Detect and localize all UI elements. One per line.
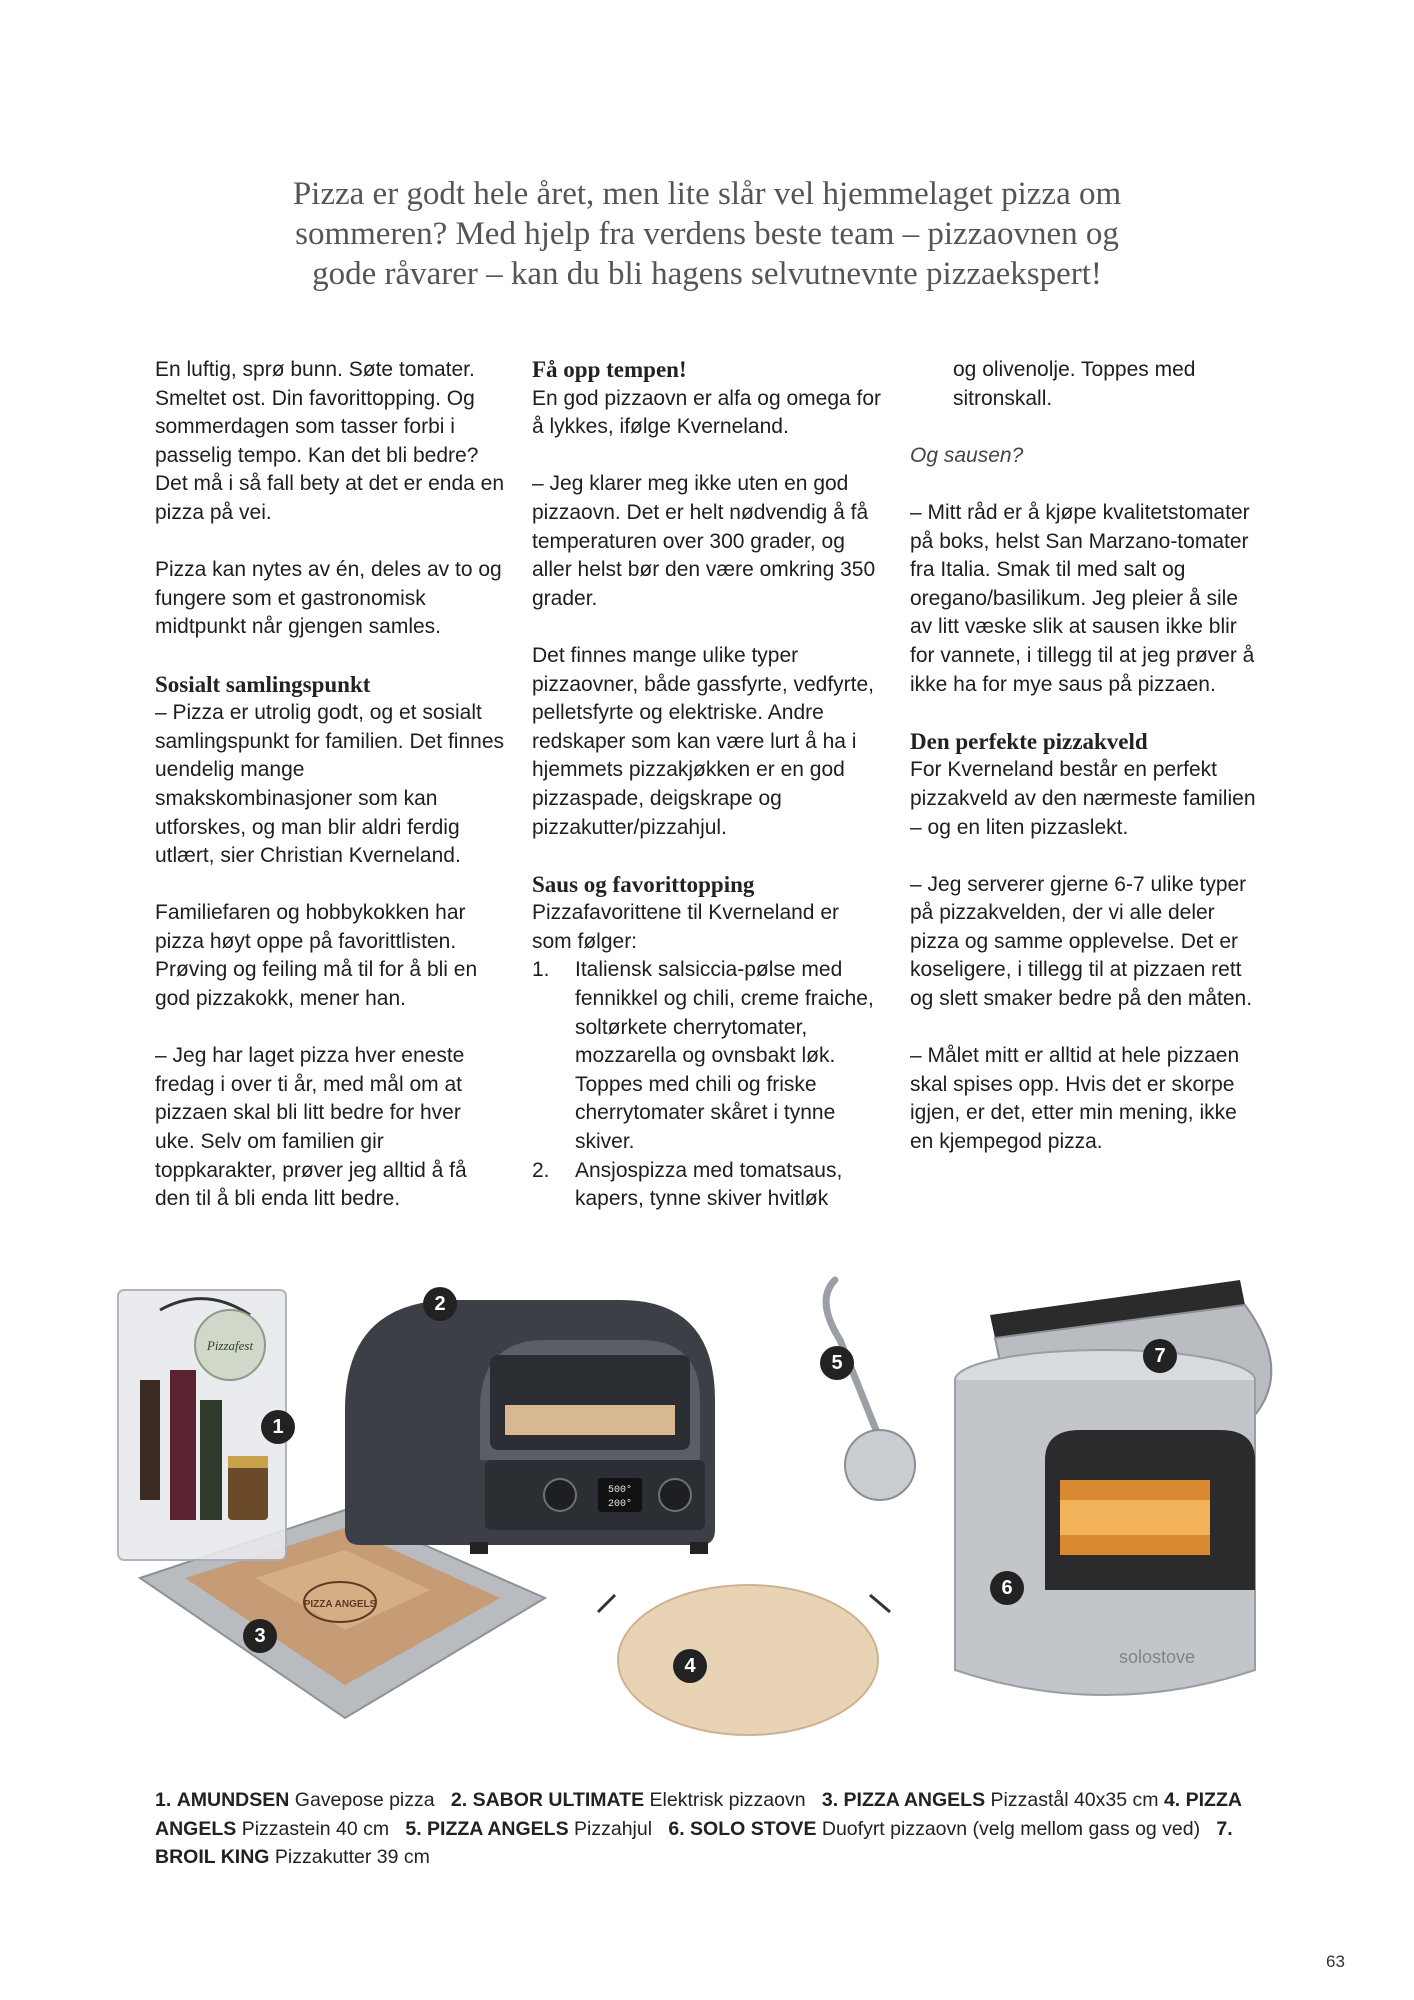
list-item	[532, 1157, 882, 1214]
section-heading: Saus og favorittopping	[532, 871, 755, 897]
paragraph-continuation: og olivenolje. Toppes med sitronskall.	[953, 358, 1196, 410]
stove-label: solostove	[1118, 1647, 1195, 1667]
caption-desc: Duofyrt pizzaovn (velg mellom gass og ved)	[821, 1817, 1201, 1840]
paragraph: Pizza kan nytes av én, deles av to og fungere som et gastronomisk midtpunkt når gjengen samles.	[155, 558, 502, 639]
caption-brand: SOLO STOVE	[690, 1817, 817, 1840]
caption-num: 3.	[821, 1789, 839, 1811]
caption-desc: Pizzastål 40x35 cm	[990, 1789, 1159, 1811]
paragraph: Pizzafavorittene til Kverneland er som følger:	[532, 901, 839, 953]
caption-num: 7.	[1216, 1817, 1233, 1840]
paragraph: – Jeg klarer meg ikke uten en god pizzaovn. Det er helt nødvendig å få temperaturen over 300 grader, og aller helst bør den være omkring 350 grader.	[532, 472, 876, 610]
caption-desc: Pizzakutter 39 cm	[274, 1846, 430, 1868]
box-label: PIZZA ANGELS	[303, 1599, 377, 1610]
caption-brand: BROIL KING	[155, 1846, 270, 1868]
caption-item	[822, 1789, 1159, 1811]
product-caption	[155, 1786, 1265, 1872]
article-column-3	[910, 356, 1265, 1157]
paragraph: Familiefaren og hobbykokken har pizza høyt oppe på favorittlisten. Prøving og feiling må til for å bli en god pizzakokk, mener han.	[155, 901, 478, 1011]
caption-brand: PIZZA ANGELS	[427, 1817, 569, 1840]
lead-line: Pizza er godt hele året, men lite slår vel hjemmelaget pizza om	[292, 176, 1122, 212]
caption-desc: Pizzastein 40 cm	[241, 1817, 390, 1840]
question-text: Og sausen?	[910, 443, 1024, 467]
paragraph: En god pizzaovn er alfa og omega for å lykkes, ifølge Kverneland.	[532, 386, 882, 439]
paragraph: – Jeg har laget pizza hver eneste fredag i over ti år, med mål om at pizzaen skal bli litt bedre for hver uke. Selv om familien gir toppkarakter, prøver jeg alltid å få den til å bli enda litt bedre.	[155, 1044, 467, 1211]
paragraph: – Målet mitt er alltid at hele pizzaen skal spises opp. Hvis det er skorpe igjen, er det, etter min mening, ikke en kjempegod pizza.	[910, 1044, 1240, 1154]
paragraph: – Jeg serverer gjerne 6-7 ulike typer på pizzakvelden, der vi alle deler pizza og samme opplevelse. Det er koseligere, i tillegg til at pizzaen rett og slett smaker bedre på den måten.	[910, 872, 1253, 1011]
bag-label: Pizzafest	[206, 1338, 254, 1353]
caption-desc: Gavepose pizza	[294, 1789, 435, 1811]
product-badge-5: 5	[820, 1346, 854, 1380]
oven-display-bottom: 200°	[607, 1499, 633, 1510]
lead-paragraph	[220, 174, 1194, 294]
article-column-1	[155, 356, 505, 1214]
caption-item	[405, 1818, 652, 1840]
product-collage	[0, 1260, 1414, 1760]
article-column-2	[532, 356, 882, 1214]
product-badge-6: 6	[990, 1571, 1024, 1605]
caption-item	[451, 1789, 806, 1811]
caption-num: 5.	[405, 1817, 422, 1840]
caption-item	[155, 1789, 435, 1811]
lead-line: sommeren? Med hjelp fra verdens beste team – pizzaovnen og	[295, 216, 1119, 252]
section-heading: Sosialt samlingspunkt	[155, 671, 371, 697]
paragraph: – Pizza er utrolig godt, og et sosialt samlingspunkt for familien. Det finnes uendelig mange smakskombinasjoner som kan utforskes, og man blir aldri ferdig utlært, sier Christian Kverneland.	[155, 701, 504, 868]
caption-brand: PIZZA ANGELS	[843, 1789, 986, 1811]
caption-num: 4.	[1163, 1789, 1181, 1811]
lead-line: gode råvarer – kan du bli hagens selvutnevnte pizzaekspert!	[312, 256, 1102, 292]
product-badge-1: 1	[261, 1410, 295, 1444]
section-heading: Den perfekte pizzakveld	[910, 728, 1148, 754]
caption-brand: PIZZA ANGELS	[155, 1789, 1242, 1840]
paragraph: – Mitt råd er å kjøpe kvalitetstomater på boks, helst San Marzano-tomater fra Italia. Smak til med salt og oregano/basilikum. Jeg pleier å sile av litt væske slik at sausen ikke blir for vannete, i tillegg til at jeg prøver å ikke ha for mye saus på pizzaen.	[910, 500, 1255, 696]
paragraph: For Kverneland består en perfekt pizzakveld av den nærmeste familien – og en liten pizzaslekt.	[910, 758, 1256, 839]
list-item	[532, 956, 882, 1156]
caption-desc: Pizzahjul	[574, 1817, 653, 1840]
caption-desc: Elektrisk pizzaovn	[649, 1789, 806, 1811]
caption-num: 6.	[668, 1817, 685, 1840]
solo-stove-image	[955, 1350, 1255, 1695]
electric-oven-image	[345, 1300, 715, 1554]
pizza-wheel-image	[826, 1280, 915, 1500]
favorite-pizza-list	[532, 956, 882, 1213]
paragraph: Det finnes mange ulike typer pizzaovner, både gassfyrte, vedfyrte, pelletsfyrte og elektriske. Andre redskaper som kan være lurt å ha i hjemmets pizzakjøkken er en god pizzaspade, deigskrape og pizzakutter/pizzahjul.	[532, 643, 875, 839]
caption-item	[668, 1818, 1200, 1840]
caption-brand: AMUNDSEN	[176, 1789, 290, 1811]
list-number: 1.	[532, 958, 550, 982]
subheading-question	[910, 442, 1265, 471]
product-badge-3: 3	[243, 1619, 277, 1653]
section-heading: Få opp tempen!	[532, 357, 687, 382]
oven-display-top: 500°	[607, 1485, 633, 1496]
page-number: 63	[1326, 1952, 1345, 1971]
caption-num: 2.	[450, 1789, 468, 1811]
caption-num: 1.	[155, 1789, 172, 1811]
list-text: Ansjospizza med tomatsaus, kapers, tynne skiver hvitløk	[575, 1158, 843, 1211]
product-badge-4: 4	[673, 1649, 707, 1683]
caption-brand: SABOR ULTIMATE	[472, 1789, 645, 1811]
pizza-stone-image	[598, 1585, 890, 1735]
list-number: 2.	[532, 1158, 550, 1182]
product-badge-2: 2	[423, 1287, 457, 1321]
list-text: Italiensk salsiccia-pølse med fennikkel og chili, creme fraiche, soltørkete cherrytomater, mozzarella og ovnsbakt løk. Toppes med chili og friske cherrytomater skåret i tynne skiver.	[575, 958, 874, 1154]
paragraph: En luftig, sprø bunn. Søte tomater. Smeltet ost. Din favorittopping. Og sommerdagen som tasser forbi i passelig tempo. Kan det bli bedre? Det må i så fall bety at det er enda en pizza på vei.	[155, 358, 505, 524]
product-badge-7: 7	[1143, 1339, 1177, 1373]
